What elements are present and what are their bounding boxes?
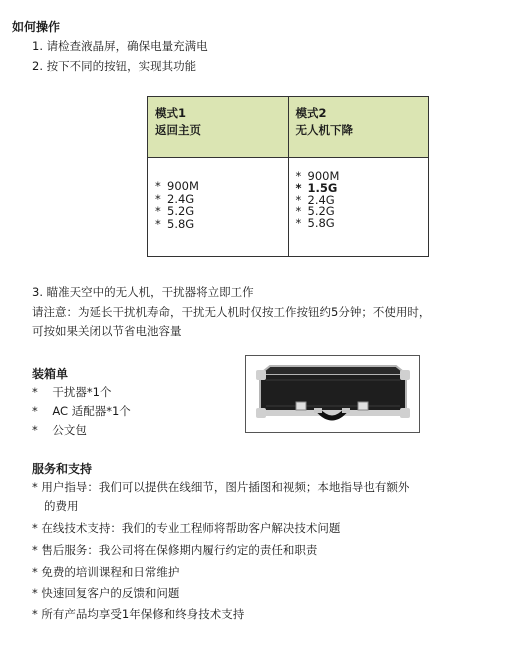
mode2-title: 模式2 (295, 106, 327, 120)
band-item: * 1.5G (295, 180, 338, 195)
step-1: 1. 请检查液晶屏，确保电量充满电 (32, 39, 208, 53)
band-item: * 900M (155, 179, 199, 193)
service-item: * 售后服务：我公司将在保修期内履行约定的责任和职责 (32, 543, 318, 557)
step-2: 2. 按下不同的按钮，实现其功能 (32, 59, 197, 73)
mode1-header (148, 97, 289, 158)
band-item: * 5.2G (295, 204, 335, 219)
band-item: * 2.4G (155, 191, 195, 206)
packing-title: 装箱单 (32, 367, 69, 381)
mode1-subtitle: 返回主页 (155, 123, 201, 137)
mode1-title: 模式1 (155, 106, 187, 120)
mode2-subtitle: 无人机下降 (295, 123, 353, 137)
service-item: * 免费的培训课程和日常维护 (32, 565, 180, 579)
mode2-header (288, 97, 429, 158)
packing-item: * 公文包 (32, 423, 87, 437)
service-item: * 快速回复客户的反馈和问题 (32, 586, 180, 600)
product-image (245, 355, 420, 433)
mode-table (147, 96, 429, 257)
step-3: 3. 瞄准天空中的无人机，干扰器将立即工作 (32, 285, 254, 299)
service-item-continued: 的费用 (44, 499, 79, 513)
band-item: * 2.4G (295, 192, 335, 207)
band-item: * 5.8G (155, 216, 195, 231)
mode2-bands (288, 158, 429, 257)
how-to-title: 如何操作 (12, 20, 61, 34)
band-item: * 900M (295, 169, 340, 183)
service-title: 服务和支持 (32, 462, 93, 476)
service-item: * 在线技术支持：我们的专业工程师将帮助客户解决技术问题 (32, 521, 341, 535)
service-item: * 用户指导：我们可以提供在线细节，图片插图和视频；本地指导也有额外 (32, 480, 410, 494)
note-line-1: 请注意：为延长干扰机寿命，干扰无人机时仅按工作按钮约5分钟；不使用时， (32, 305, 431, 319)
packing-item: * 干扰器*1个 (32, 385, 112, 399)
note-line-2: 可按如果关闭以节省电池容量 (32, 324, 182, 338)
packing-item: * AC 适配器*1个 (32, 404, 131, 418)
mode1-bands (148, 158, 289, 257)
band-item: * 5.8G (295, 216, 335, 231)
briefcase-icon (246, 356, 419, 432)
band-item: * 5.2G (155, 204, 195, 218)
service-item: * 所有产品均享受1年保修和终身技术支持 (32, 607, 245, 621)
